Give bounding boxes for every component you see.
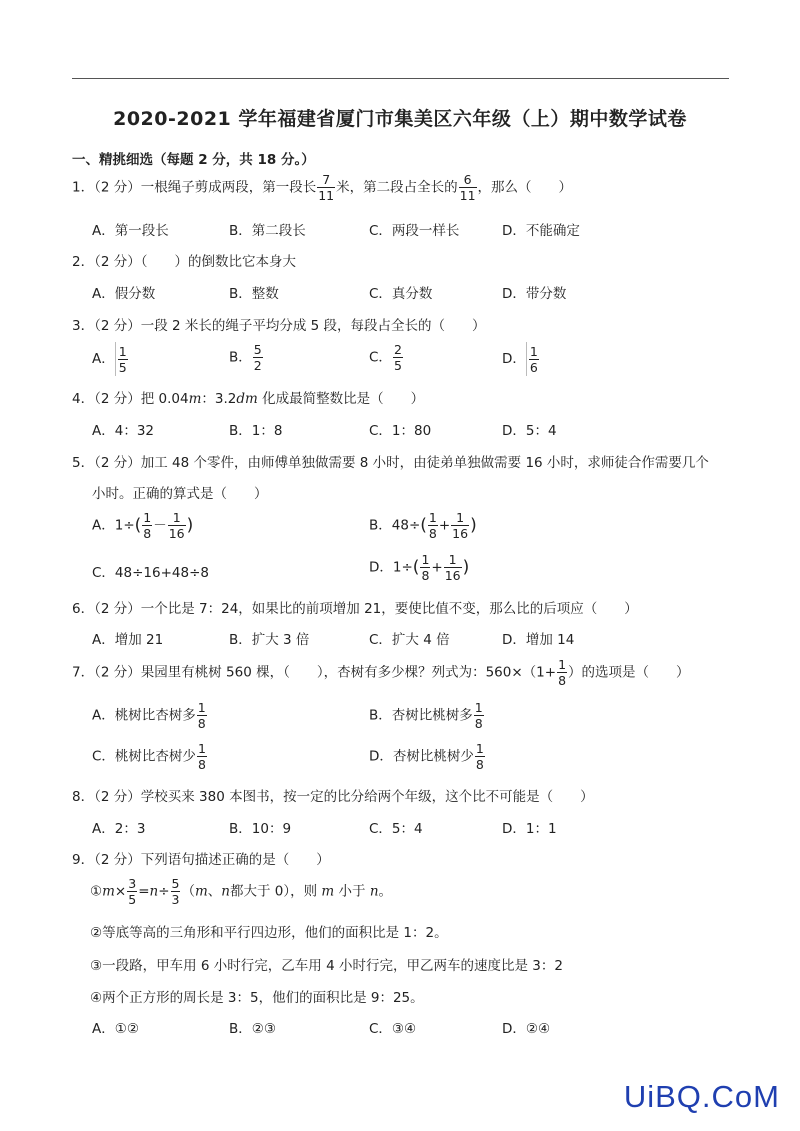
- q2-option-c: C．真分数: [369, 286, 433, 302]
- q1-text-c: ，那么（ ）: [477, 179, 573, 196]
- question-7: 7．（2 分）果园里有桃树 560 棵，（ ），杏树有多少棵？列式为：560×（1+ $\frac{1}{8}$ ）的选项是（ ）: [72, 657, 690, 688]
- q9-option-c: C．③④: [369, 1021, 417, 1037]
- q7-option-b: B．杏树比桃树多 $\frac{1}{8}$: [369, 700, 483, 731]
- q5-option-b: B．48÷( $\frac{1}{8}$ + $\frac{1}{16}$ ): [369, 510, 477, 541]
- q9-option-b: B．②③: [229, 1021, 276, 1037]
- question-2: 2．（2 分）（ ）的倒数比它本身大: [72, 254, 296, 270]
- q1-fraction-2: $\frac{6}{11}$: [459, 172, 476, 203]
- question-4: 4．（2 分）把 0.04m：3.2dm 化成最简整数比是（ ）: [72, 391, 425, 407]
- q1-option-a: A．第一段长: [92, 223, 169, 239]
- question-5-line-2: 小时。正确的算式是（ ）: [92, 486, 268, 502]
- q9-statement-2: ②等底等高的三角形和平行四边形，他们的面积比是 1：2。: [90, 925, 448, 941]
- q4-option-d: D．5：4: [502, 423, 557, 439]
- watermark: UiBQ.CoM: [623, 1079, 780, 1114]
- q1-text-a: 1．（2 分）一根绳子剪成两段，第一段长: [72, 179, 317, 196]
- q1-option-b: B．第二段长: [229, 223, 306, 239]
- section-heading: 一、精挑细选（每题 2 分，共 18 分。）: [72, 152, 315, 168]
- q4-option-b: B．1：8: [229, 423, 283, 439]
- q8-option-d: D．1：1: [502, 821, 557, 837]
- question-3: 3．（2 分）一段 2 米长的绳子平均分成 5 段，每段占全长的（ ）: [72, 318, 486, 334]
- q2-option-a: A．假分数: [92, 286, 156, 302]
- q7-option-a: A．桃树比杏树多 $\frac{1}{8}$: [92, 700, 206, 731]
- q3-option-b: B． $\frac{5}{2}$: [229, 342, 262, 373]
- q6-option-a: A．增加 21: [92, 632, 164, 648]
- q9-option-a: A．①②: [92, 1021, 139, 1037]
- page-title: 2020-2021 学年福建省厦门市集美区六年级（上）期中数学试卷: [113, 108, 687, 130]
- q9-option-d: D．②④: [502, 1021, 551, 1037]
- q3-option-d: D． $\frac{1}{6}$: [502, 343, 538, 375]
- q7-option-d: D．杏树比桃树少 $\frac{1}{8}$: [369, 741, 484, 772]
- q1-fraction-1: $\frac{7}{11}$: [318, 172, 335, 203]
- question-1: [72, 172, 572, 203]
- q5-option-c: C．48÷16+48÷8: [92, 565, 209, 581]
- q8-option-a: A．2：3: [92, 821, 146, 837]
- question-8: 8．（2 分）学校买来 380 本图书，按一定的比分给两个年级，这个比不可能是（ ）: [72, 789, 594, 805]
- q2-option-b: B．整数: [229, 286, 279, 302]
- q7-option-c: C．桃树比杏树少 $\frac{1}{8}$: [92, 741, 206, 772]
- q6-option-b: B．扩大 3 倍: [229, 632, 310, 648]
- q4-option-a: A．4：32: [92, 423, 155, 439]
- q1-option-c: C．两段一样长: [369, 223, 460, 239]
- q6-option-c: C．扩大 4 倍: [369, 632, 450, 648]
- q9-statement-4: ④两个正方形的周长是 3：5，他们的面积比是 9：25。: [90, 990, 424, 1006]
- q6-option-d: D．增加 14: [502, 632, 575, 648]
- q4-option-c: C．1：80: [369, 423, 432, 439]
- header-rule: [72, 78, 729, 79]
- q5-option-d: D．1÷( $\frac{1}{8}$ + $\frac{1}{16}$ ): [369, 552, 470, 583]
- q8-option-b: B．10：9: [229, 821, 292, 837]
- question-6: 6．（2 分）一个比是 7：24，如果比的前项增加 21，要使比值不变，那么比的后项应（ ）: [72, 601, 638, 617]
- q1-option-d: D．不能确定: [502, 223, 580, 239]
- q9-statement-1: ①m× $\frac{3}{5}$ =n÷ $\frac{5}{3}$ （m、n都大于 0），则 m 小于 n。: [90, 876, 393, 907]
- q5-option-a: A．1÷( $\frac{1}{8}$ － $\frac{1}{16}$ ): [92, 510, 194, 541]
- question-5-line-1: 5．（2 分）加工 48 个零件，由师傅单独做需要 8 小时，由徒弟单独做需要 16 小时，求师徒合作需要几个: [72, 455, 709, 471]
- q2-option-d: D．带分数: [502, 286, 567, 302]
- q1-text-b: 米，第二段占全长的: [336, 179, 458, 196]
- q3-option-a: A． $\frac{1}{5}$: [92, 343, 127, 375]
- q8-option-c: C．5：4: [369, 821, 423, 837]
- q9-statement-3: ③一段路，甲车用 6 小时行完，乙车用 4 小时行完，甲乙两车的速度比是 3：2: [90, 958, 563, 974]
- question-9: 9．（2 分）下列语句描述正确的是（ ）: [72, 852, 330, 868]
- q3-option-c: C． $\frac{2}{5}$: [369, 342, 402, 373]
